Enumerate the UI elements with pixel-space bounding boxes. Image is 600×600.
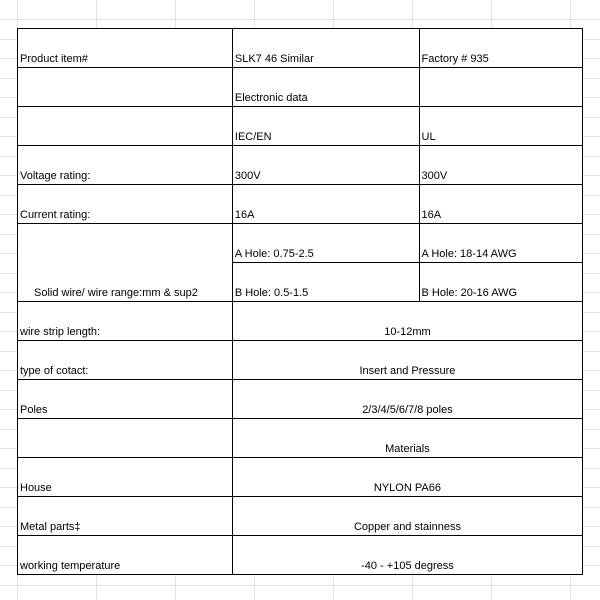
table-row bbox=[18, 458, 583, 497]
cell-materials-header[interactable]: Materials bbox=[232, 419, 582, 458]
cell-voltage-label[interactable]: Voltage rating: bbox=[18, 146, 233, 185]
cell-b-hole-ul[interactable]: B Hole: 20-16 AWG bbox=[419, 263, 582, 302]
cell-poles-label[interactable]: Poles bbox=[18, 380, 233, 419]
cell-strip-length-label[interactable]: wire strip length: bbox=[18, 302, 233, 341]
table-row bbox=[18, 536, 583, 575]
table-row bbox=[18, 419, 583, 458]
cell-a-hole-ul[interactable]: A Hole: 18-14 AWG bbox=[419, 224, 582, 263]
cell-working-temp-value[interactable]: -40 - +105 degress bbox=[232, 536, 582, 575]
cell-house-value[interactable]: NYLON PA66 bbox=[232, 458, 582, 497]
cell-b-hole-iec[interactable]: B Hole: 0.5-1.5 bbox=[232, 263, 419, 302]
cell-electronic-data-header[interactable]: Electronic data bbox=[232, 68, 419, 107]
table-row bbox=[18, 302, 583, 341]
cell-a-hole-iec[interactable]: A Hole: 0.75-2.5 bbox=[232, 224, 419, 263]
cell-standard-iec[interactable]: IEC/EN bbox=[232, 107, 419, 146]
cell-empty[interactable] bbox=[18, 107, 233, 146]
cell-working-temp-label[interactable]: working temperature bbox=[18, 536, 233, 575]
cell-product-item-value[interactable]: SLK7 46 Similar bbox=[232, 29, 419, 68]
table-row bbox=[18, 224, 583, 263]
table-row bbox=[18, 185, 583, 224]
cell-factory-number[interactable]: Factory # 935 bbox=[419, 29, 582, 68]
cell-empty[interactable] bbox=[18, 68, 233, 107]
cell-voltage-iec[interactable]: 300V bbox=[232, 146, 419, 185]
cell-contact-type-value[interactable]: Insert and Pressure bbox=[232, 341, 582, 380]
table-row bbox=[18, 68, 583, 107]
table-row bbox=[18, 146, 583, 185]
spec-table bbox=[17, 28, 583, 575]
cell-product-item-label[interactable]: Product item# bbox=[18, 29, 233, 68]
cell-strip-length-value[interactable]: 10-12mm bbox=[232, 302, 582, 341]
table-row bbox=[18, 107, 583, 146]
cell-current-ul[interactable]: 16A bbox=[419, 185, 582, 224]
cell-contact-type-label[interactable]: type of cotact: bbox=[18, 341, 233, 380]
table-row bbox=[18, 341, 583, 380]
cell-metal-parts-label[interactable]: Metal parts‡ bbox=[18, 497, 233, 536]
table-row bbox=[18, 497, 583, 536]
cell-voltage-ul[interactable]: 300V bbox=[419, 146, 582, 185]
cell-house-label[interactable]: House bbox=[18, 458, 233, 497]
cell-metal-parts-value[interactable]: Copper and stainness bbox=[232, 497, 582, 536]
table-row bbox=[18, 29, 583, 68]
cell-current-label[interactable]: Current rating: bbox=[18, 185, 233, 224]
cell-standard-ul[interactable]: UL bbox=[419, 107, 582, 146]
cell-empty[interactable] bbox=[419, 68, 582, 107]
cell-poles-value[interactable]: 2/3/4/5/6/7/8 poles bbox=[232, 380, 582, 419]
table-row bbox=[18, 380, 583, 419]
cell-current-iec[interactable]: 16A bbox=[232, 185, 419, 224]
cell-wire-range-label[interactable]: Solid wire/ wire range:mm & sup2 bbox=[18, 224, 233, 302]
cell-empty[interactable] bbox=[18, 419, 233, 458]
